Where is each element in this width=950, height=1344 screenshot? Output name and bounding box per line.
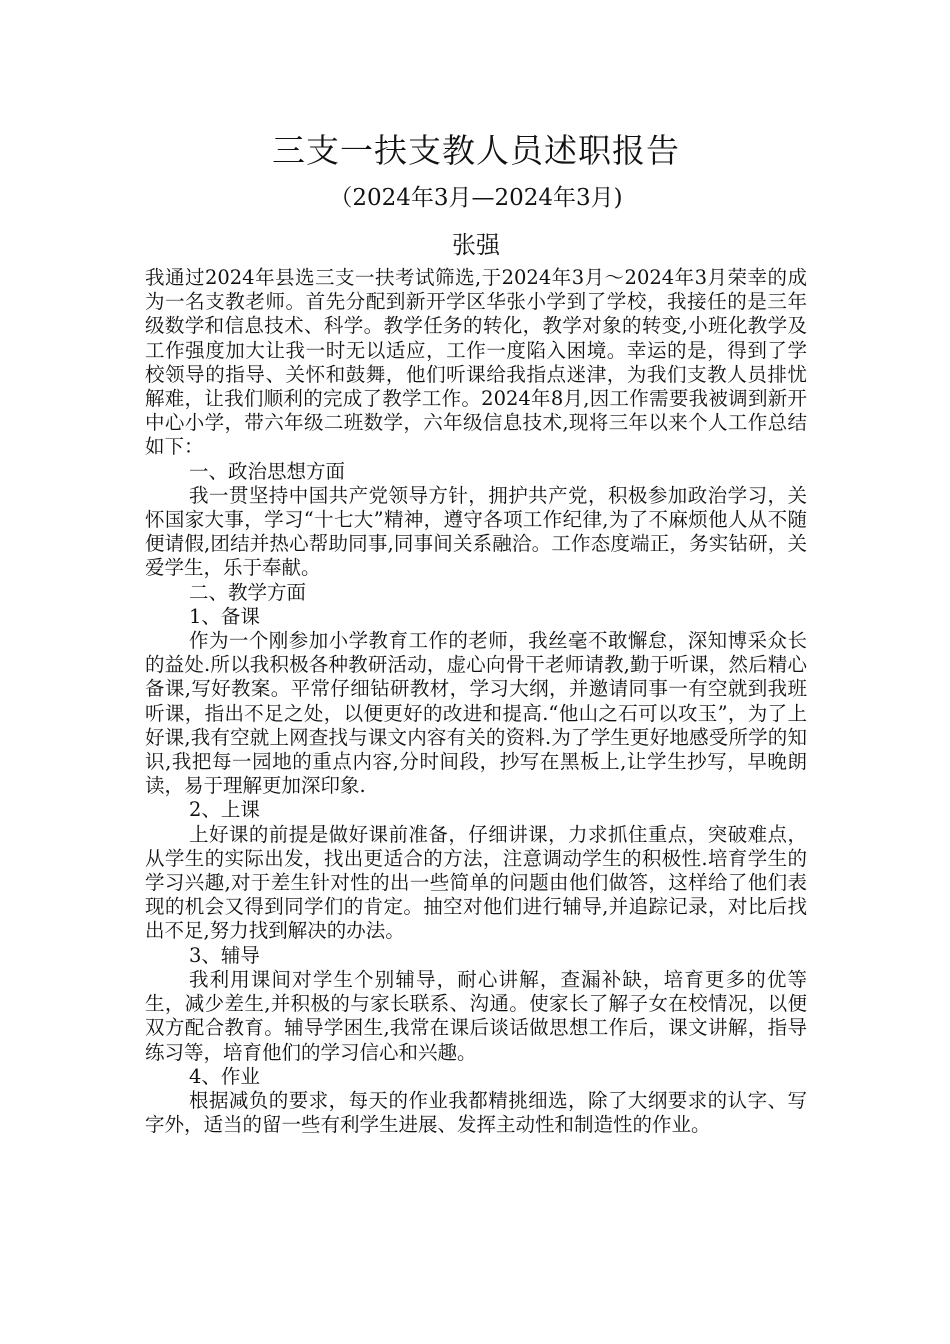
document-title: 三支一扶支教人员述职报告 [272, 131, 680, 170]
paragraph-politics: 我一贯坚持中国共产党领导方针，拥护共产党，积极参加政治学习，关怀国家大事，学习“十七大”精神，遵守各项工作纪律,为了不麻烦他人从不随便请假,团结并热心帮助同事,同事间关系融洽。工作态度端正，务实钻研，关爱学生，乐于奉献。 [145, 483, 807, 580]
document-subtitle: （2024年3月—2024年3月) [329, 185, 623, 211]
subheading-class: 2、上课 [189, 798, 260, 822]
subheading-homework: 4、作业 [189, 1064, 260, 1088]
paragraph-intro: 我通过2024年县选三支一扶考试筛选,于2024年3月～2024年3月荣幸的成为一名支教老师。首先分配到新开学区华张小学到了学校，我接任的是三年级数学和信息技术、科学。教学任务的转化，教学对象的转变,小班化教学及工作强度加大让我一时无以适应，工作一度陷入困境。幸运的是，得到了学校领导的指导、关怀和鼓舞，他们听课给我指点迷津，为我们支教人员排忧解难，让我们顺利的完成了教学工作。2024年8月,因工作需要我被调到新开中心小学，带六年级二班数学，六年级信息技术,现将三年以来个人工作总结如下： [145, 266, 807, 459]
paragraph-class: 上好课的前提是做好课前准备，仔细讲课，力求抓住重点，突破难点，从学生的实际出发，找出更适合的方法，注意调动学生的积极性.培育学生的学习兴趣,对于差生针对性的出一些简单的问题由他们做答，这样给了他们表现的机会又得到同学们的肯定。抽空对他们进行辅导,并追踪记录，对比后找出不足,努力找到解决的办法。 [145, 822, 807, 943]
paragraph-tutoring: 我利用课间对学生个别辅导，耐心讲解，查漏补缺，培育更多的优等生，减少差生,并积极的与家长联系、沟通。使家长了解子女在校情况，以便双方配合教育。辅导学困生,我常在课后谈话做思想工作后，课文讲解，指导练习等，培育他们的学习信心和兴趣。 [145, 967, 807, 1064]
subheading-lesson-prep: 1、备课 [189, 604, 260, 628]
document-page [145, 128, 807, 1137]
paragraph-lesson-prep: 作为一个刚参加小学教育工作的老师，我丝毫不敢懈怠，深知博采众长的益处.所以我积极各种教研活动，虚心向骨干老师请教,勤于听课，然后精心备课,写好教案。平常仔细钻研教材，学习大纲，并邀请同事一有空就到我班听课，指出不足之处，以便更好的改进和提高.“他山之石可以攻玉”，为了上好课,我有空就上网查找与课文内容有关的资料.为了学生更好地感受所学的知识,我把每一园地的重点内容,分时间段，抄写在黑板上,让学生抄写，早晚朗读，易于理解更加深印象. [145, 629, 807, 798]
section-heading-teaching: 二、教学方面 [189, 580, 307, 604]
section-heading-politics: 一、政治思想方面 [189, 459, 346, 483]
document-author: 张强 [452, 231, 500, 259]
subheading-tutoring: 3、辅导 [189, 943, 260, 967]
paragraph-homework: 根据减负的要求，每天的作业我都精挑细选，除了大纲要求的认字、写字外，适当的留一些有利学生进展、发挥主动性和制造性的作业。 [145, 1088, 807, 1137]
